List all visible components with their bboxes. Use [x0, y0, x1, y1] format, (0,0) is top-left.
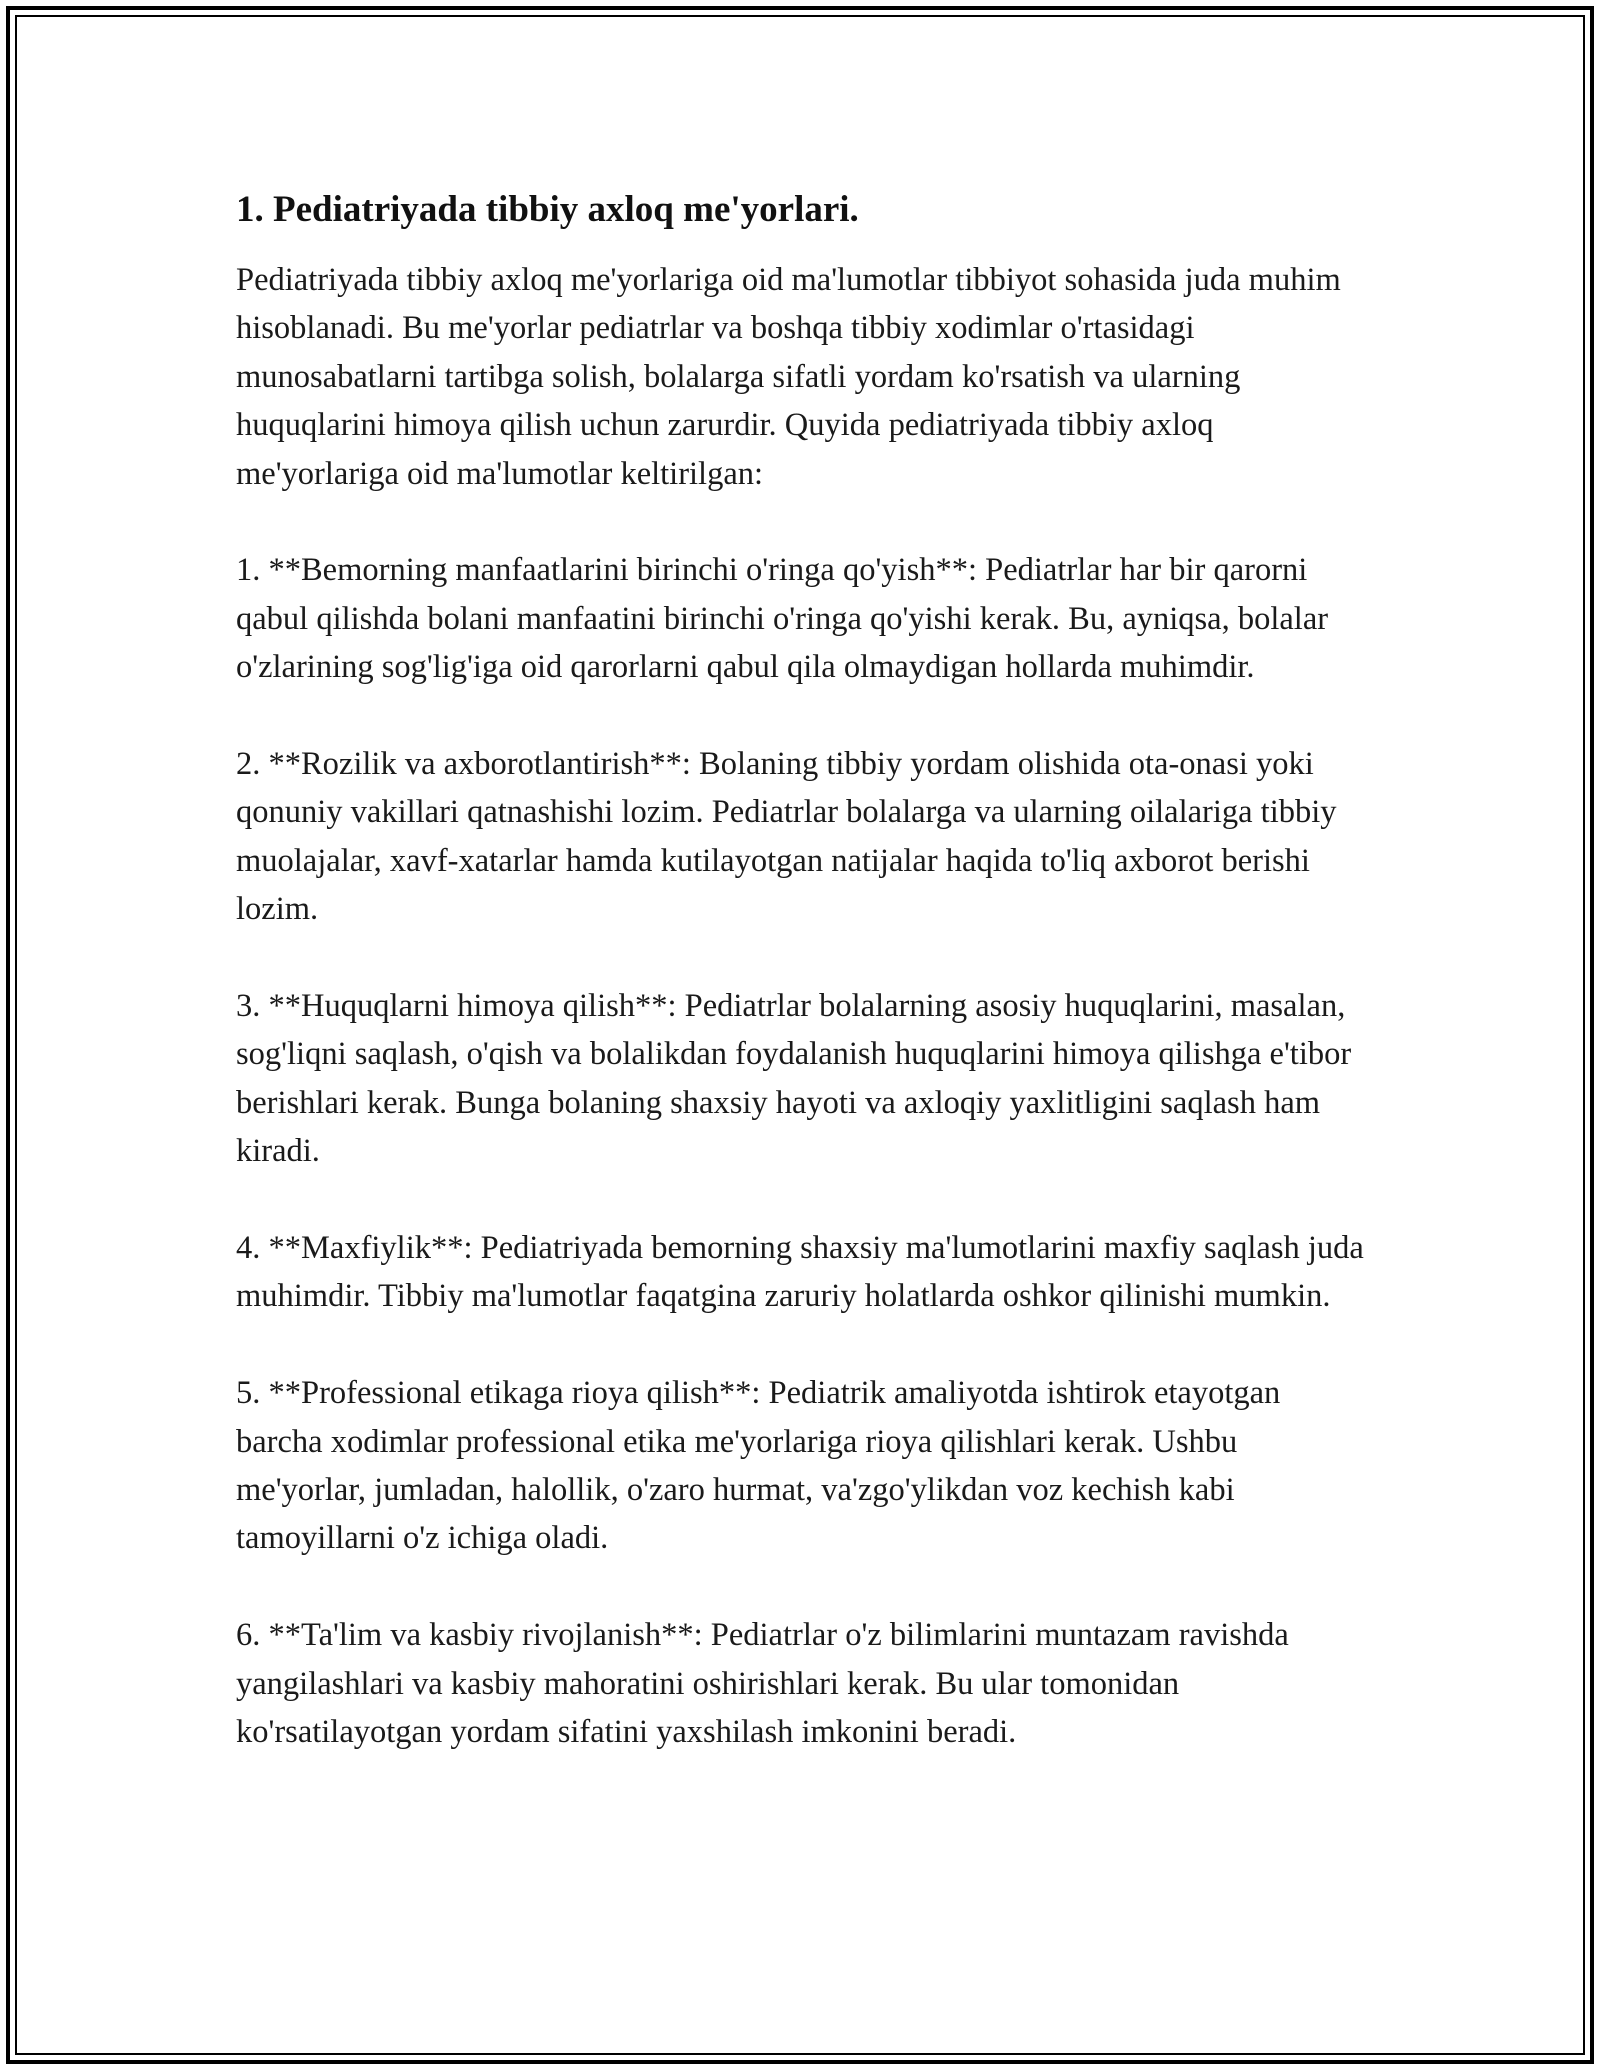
- intro-paragraph: Pediatriyada tibbiy axloq me'yorlariga oid ma'lumotlar tibbiyot sohasida juda muhim hisoblanadi. Bu me'yorlar pediatrlar va boshqa tibbiy xodimlar o'rtasidagi munosabatlarni tartibga solish, bolalarga sifatli yordam ko'rsatish va ularning huquqlarini himoya qilish uchun zarurdir. Quyida pediatriyada tibbiy axloq me'yorlariga oid ma'lumotlar keltirilgan:: [236, 262, 1341, 492]
- document-title: 1. Pediatriyada tibbiy axloq me'yorlari.: [236, 189, 859, 230]
- document-body: [236, 186, 1364, 1805]
- list-item-1: 1. **Bemorning manfaatlarini birinchi o'ringa qo'yish**: Pediatrlar har bir qarorni qabul qilishda bolani manfaatini birinchi o'ringa qo'yishi kerak. Bu, ayniqsa, bolalar o'zlarining sog'lig'iga oid qarorlarni qabul qila olmaydigan hollarda muhimdir.: [236, 552, 1329, 686]
- list-item-2: 2. **Rozilik va axborotlantirish**: Bolaning tibbiy yordam olishida ota-onasi yoki qonuniy vakillari qatnashishi lozim. Pediatrlar bolalarga va ularning oilalariga tibbiy muolajalar, xavf-xatarlar hamda kutilayotgan natijalar haqida to'liq axborot berishi lozim.: [236, 746, 1337, 928]
- list-item-4: 4. **Maxfiylik**: Pediatriyada bemorning shaxsiy ma'lumotlarini maxfiy saqlash juda muhimdir. Tibbiy ma'lumotlar faqatgina zaruriy holatlarda oshkor qilinishi mumkin.: [236, 1230, 1364, 1315]
- list-item-5: 5. **Professional etikaga rioya qilish**: Pediatrik amaliyotda ishtirok etayotgan barcha xodimlar professional etika me'yorlariga rioya qilishlari kerak. Ushbu me'yorlar, jumladan, halollik, o'zaro hurmat, va'zgo'ylikdan voz kechish kabi tamoyillarni o'z ichiga oladi.: [236, 1375, 1281, 1557]
- list-item-6: 6. **Ta'lim va kasbiy rivojlanish**: Pediatrlar o'z bilimlarini muntazam ravishda yangilashlari va kasbiy mahoratini oshirishlari kerak. Bu ular tomonidan ko'rsatilayotgan yordam sifatini yaxshilash imkonini beradi.: [236, 1617, 1289, 1751]
- list-item-3: 3. **Huquqlarni himoya qilish**: Pediatrlar bolalarning asosiy huquqlarini, masalan, sog'liqni saqlash, o'qish va bolalikdan foydalanish huquqlarini himoya qilishga e'tibor berishlari kerak. Bunga bolaning shaxsiy hayoti va axloqiy yaxlitligini saqlash ham kiradi.: [236, 988, 1352, 1170]
